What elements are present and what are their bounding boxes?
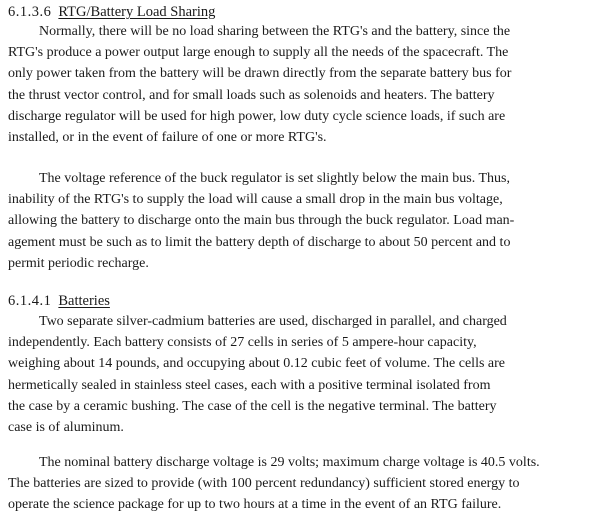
paragraph	[8, 168, 593, 274]
paragraph	[8, 311, 593, 438]
text-line: allowing the battery to discharge onto the main bus through the buck regulator. Load man-	[8, 213, 515, 229]
text-line: the case by a ceramic bushing. The case of the cell is the negative terminal. The battery	[8, 398, 497, 414]
text-line: The batteries are sized to provide (with 100 percent redundancy) sufficient stored energy to	[8, 476, 520, 492]
text-line: operate the science package for up to two hours at a time in the event of an RTG failure.	[8, 497, 502, 513]
text-line: discharge regulator will be used for high power, low duty cycle science loads, if such are	[8, 108, 506, 124]
section-title: Batteries	[58, 293, 110, 309]
section-number: 6.1.4.1	[8, 293, 52, 309]
text-line: permit periodic recharge.	[8, 255, 149, 271]
text-line: inability of the RTG's to supply the load will cause a small drop in the main bus voltage,	[8, 192, 503, 208]
text-line: RTG's produce a power output large enough to supply all the needs of the spacecraft. The	[8, 45, 509, 61]
text-line: installed, or in the event of failure of one or more RTG's.	[8, 129, 327, 145]
section-heading	[8, 292, 110, 311]
text-line: only power taken from the battery will be drawn directly from the separate battery bus for	[8, 66, 512, 82]
text-line: weighing about 14 pounds, and occupying about 0.12 cubic feet of volume. The cells are	[8, 356, 505, 372]
text-line: The voltage reference of the buck regulator is set slightly below the main bus. Thus,	[39, 171, 510, 186]
paragraph	[8, 21, 593, 148]
text-line: hermetically sealed in stainless steel cases, each with a positive terminal isolated from	[8, 377, 491, 393]
paragraph	[8, 452, 593, 516]
section-number: 6.1.3.6	[8, 4, 52, 20]
text-line: Two separate silver-cadmium batteries are used, discharged in parallel, and charged	[39, 314, 507, 329]
text-line: the thrust vector control, and for small loads such as solenoids and heaters. The battery	[8, 87, 495, 103]
text-line: Normally, there will be no load sharing between the RTG's and the battery, since the	[39, 24, 511, 39]
text-line: case is of aluminum.	[8, 419, 124, 435]
section-title: RTG/Battery Load Sharing	[58, 4, 216, 20]
text-line: agement must be such as to limit the battery depth of discharge to about 50 percent and to	[8, 234, 511, 250]
text-line: independently. Each battery consists of 27 cells in series of 5 ampere-hour capacity,	[8, 335, 477, 351]
section-heading	[8, 3, 215, 22]
text-line: The nominal battery discharge voltage is 29 volts; maximum charge voltage is 40.5 volts.	[39, 455, 540, 470]
